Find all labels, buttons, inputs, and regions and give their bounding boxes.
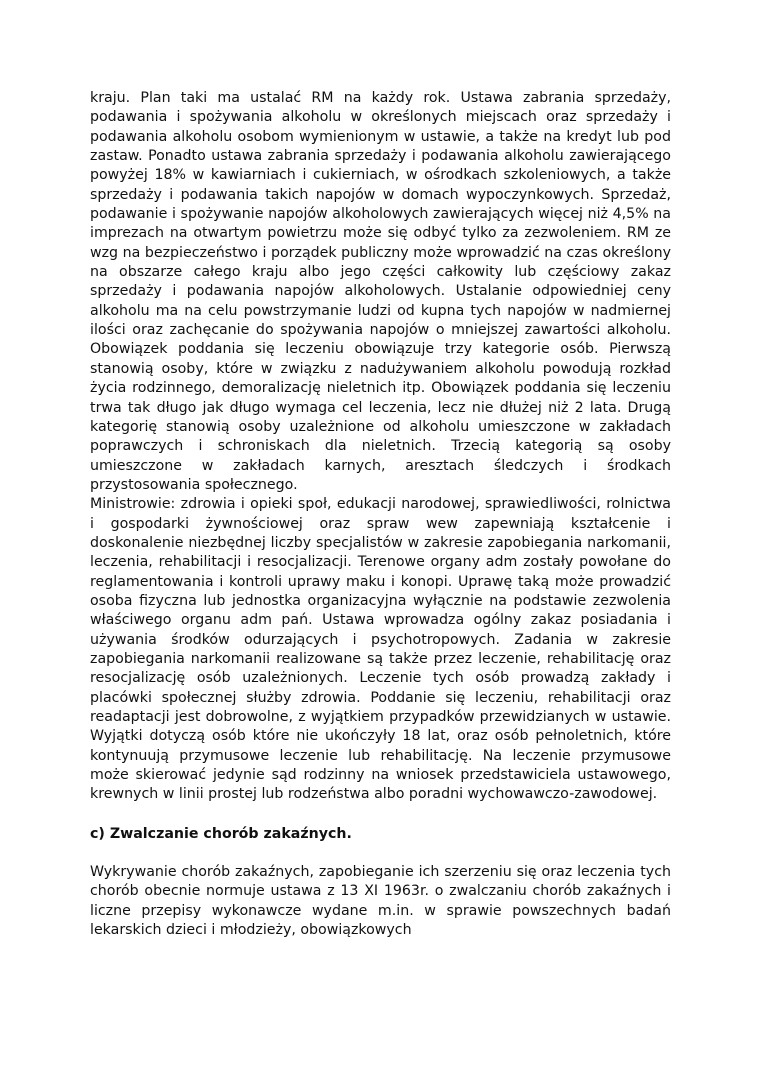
paragraph-drug-prevention: Ministrowie: zdrowia i opieki społ, edukacji narodowej, sprawiedliwości, rolnictwa i gospodarki żywnościowej oraz spraw wew zapewniają kształcenie i doskonalenie niezbędnej liczby specjalistów w zakresie zapobiegania narkomanii, leczenia, rehabilitacji i resocjalizacji. Terenowe organy adm zostały powołane do reglamentowania i kontroli uprawy maku i konopi. Uprawę taką może prowadzić osoba fizyczna lub jednostka organizacyjna wyłącznie na podstawie zezwolenia właściwego organu adm pań. Ustawa wprowadza ogólny zakaz posiadania i używania środków odurzających i psychotropowych. Zadania w zakresie zapobiegania narkomanii realizowane są także przez leczenie, rehabilitację oraz resocjalizację osób uzależnionych. Leczenie tych osób prowadzą zakłady i placówki społecznej służby zdrowia. Poddanie się leczeniu, rehabilitacji oraz readaptacji jest dobrowolne, z wyjątkiem przypadków przewidzianych w ustawie. Wyjątki dotyczą osób które nie ukończyły 18 lat, oraz osób pełnoletnich, które kontynuują przymusowe leczenie lub rehabilitację. Na leczenie przymusowe może skierować jedynie sąd rodzinny na wniosek przedstawiciela ustawowego, krewnych w linii prostej lub rodzeństwa albo poradni wychowawczo-zawodowej.	[90, 496, 671, 803]
document-body	[90, 89, 671, 940]
paragraph-infectious-diseases: Wykrywanie chorób zakaźnych, zapobieganie ich szerzeniu się oraz leczenia tych chorób obecnie normuje ustawa z 13 XI 1963r. o zwalczaniu chorób zakaźnych i liczne przepisy wykonawcze wydane m.in. w sprawie powszechnych badań lekarskich dzieci i młodzieży, obowiązkowych	[90, 864, 671, 939]
section-heading: c) Zwalczanie chorób zakaźnych.	[90, 825, 352, 842]
paragraph-alcohol-regulation: kraju. Plan taki ma ustalać RM na każdy rok. Ustawa zabrania sprzedaży, podawania i spożywania alkoholu w określonych miejscach oraz sprzedaży i podawania alkoholu osobom wymienionym w ustawie, a także na kredyt lub pod zastaw. Ponadto ustawa zabrania sprzedaży i podawania alkoholu zawierającego powyżej 18% w kawiarniach i cukierniach, w ośrodkach szkoleniowych, a także sprzedaży i podawania takich napojów w domach wypoczynkowych. Sprzedaż, podawanie i spożywanie napojów alkoholowych zawierających więcej niż 4,5% na imprezach na otwartym powietrzu może się odbyć tylko za zezwoleniem. RM ze wzg na bezpieczeństwo i porządek publiczny może wprowadzić na czas określony na obszarze całego kraju albo jego części całkowity lub częściowy zakaz sprzedaży i podawania napojów alkoholowych. Ustalanie odpowiedniej ceny alkoholu ma na celu powstrzymanie ludzi od kupna tych napojów w nadmiernej ilości oraz zachęcanie do spożywania napojów o mniejszej zawartości alkoholu. Obowiązek poddania się leczeniu obowiązuje trzy kategorie osób. Pierwszą stanowią osoby, które w związku z nadużywaniem alkoholu powodują rozkład życia rodzinnego, demoralizację nieletnich itp. Obowiązek poddania się leczeniu trwa tak długo jak długo wymaga cel leczenia, lecz nie dłużej niż 2 lata. Drugą kategorię stanowią osoby uzależnione od alkoholu umieszczone w zakładach poprawczych i schroniskach dla nieletnich. Trzecią kategorią są osoby umieszczone w zakładach karnych, aresztach śledczych i środkach przystosowania społecznego.	[90, 90, 671, 493]
